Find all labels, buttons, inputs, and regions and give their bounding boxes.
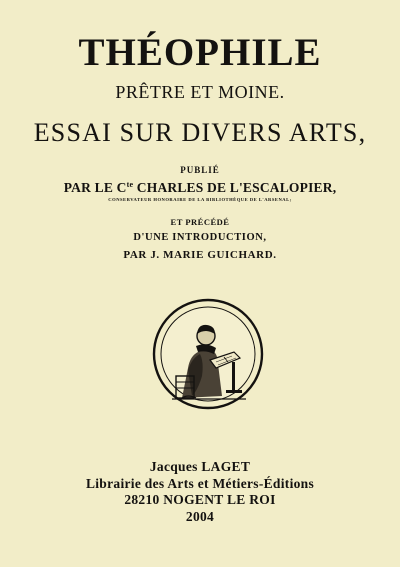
work-title: ESSAI SUR DIVERS ARTS,	[33, 118, 367, 147]
book-subtitle: PRÊTRE ET MOINE.	[115, 82, 285, 102]
publisher-imprint: Librairie des Arts et Métiers-Éditions	[85, 476, 315, 491]
editor-prefix: PAR LE C	[63, 180, 127, 195]
publication-year: 2004	[185, 509, 215, 524]
editor-role: CONSERVATEUR HONORAIRE DE LA BIBLIOTHÈQUE DE L'ARSENAL;	[108, 197, 292, 202]
publisher-address: 28210 NOGENT LE ROI	[124, 492, 276, 507]
publisher-name: Jacques LAGET	[149, 459, 251, 474]
editor-abbr: te	[126, 180, 134, 189]
editor-line	[0, 180, 400, 196]
published-label: PUBLIÉ	[180, 165, 220, 175]
introduction-label: D'UNE INTRODUCTION,	[133, 232, 267, 243]
introduction-author: PAR J. MARIE GUICHARD.	[123, 249, 277, 261]
preceded-label: ET PRÉCÉDÉ	[170, 217, 230, 227]
book-title: THÉOPHILE	[78, 31, 322, 74]
editor-name: CHARLES DE L'ESCALOPIER,	[133, 180, 337, 195]
monk-reading-seal-icon	[152, 298, 264, 410]
